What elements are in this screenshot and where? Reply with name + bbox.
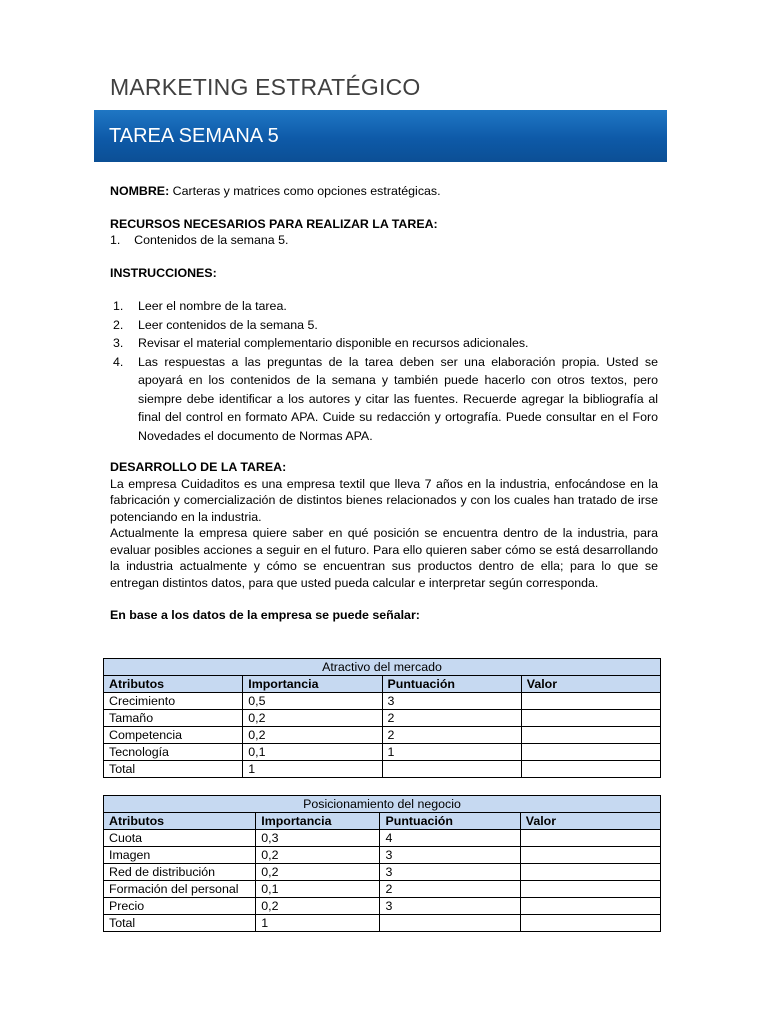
instrucciones-label: INSTRUCCIONES: [110, 265, 217, 280]
table-cell [521, 761, 660, 778]
table-cell: 4 [380, 830, 520, 847]
table-cell [382, 761, 521, 778]
desarrollo-label: DESARROLLO DE LA TAREA: [110, 460, 287, 474]
tables-intro-text: En base a los datos de la empresa se puede señalar: [110, 608, 420, 622]
table-cell [521, 693, 660, 710]
table-cell [520, 864, 660, 881]
table-cell: 3 [380, 847, 520, 864]
instruction-item [110, 316, 658, 335]
recursos-item [110, 232, 658, 249]
table-cell: Imagen [104, 847, 256, 864]
table-row [104, 830, 661, 847]
nombre-line [110, 183, 658, 200]
table-cell [520, 898, 660, 915]
column-header: Valor [520, 813, 660, 830]
table-cell: Crecimiento [104, 693, 243, 710]
recursos-item-number: 1. [110, 233, 121, 247]
table-row [104, 915, 661, 932]
table-cell [521, 710, 660, 727]
table-cell: 1 [382, 744, 521, 761]
recursos-label: RECURSOS NECESARIOS PARA REALIZAR LA TAREA: [110, 216, 438, 231]
table-cell: Red de distribución [104, 864, 256, 881]
table-cell: 0,2 [243, 727, 382, 744]
desarrollo-paragraph-1: La empresa Cuidaditos es una empresa textil que lleva 7 años en la industria, enfocándose en la fabricación y comercialización de distintos bienes relacionados y con los cuales han tratado de irse potenciando en la industria. [110, 476, 658, 524]
column-header: Atributos [104, 676, 243, 693]
recursos-heading [110, 216, 658, 233]
desarrollo-paragraph-2: Actualmente la empresa quiere saber en qué posición se encuentra dentro de la industria, para evaluar posibles acciones a seguir en el futuro. Para ello quieren saber cómo se está desarrollando la industria actualmente y cómo se encuentran sus productos dentro de ella; para lo que se entregan distintos datos, para que usted pueda calcular e interpretar según corresponda. [110, 526, 658, 590]
table-cell: 0,1 [256, 881, 380, 898]
table-cell: 0,5 [243, 693, 382, 710]
table-cell: Total [104, 761, 243, 778]
table-cell: 3 [380, 864, 520, 881]
instruction-item [110, 334, 658, 353]
table-cell: Tamaño [104, 710, 243, 727]
instruction-number: 3. [113, 336, 124, 350]
table-row [104, 881, 661, 898]
table-cell: 0,2 [256, 898, 380, 915]
table-cell: 3 [380, 898, 520, 915]
table-cell: Formación del personal [104, 881, 256, 898]
table-cell: 0,1 [243, 744, 382, 761]
instruction-number: 1. [113, 299, 124, 313]
column-header: Puntuación [382, 676, 521, 693]
nombre-label: NOMBRE: [110, 184, 170, 198]
column-header: Atributos [104, 813, 256, 830]
instruction-text: Leer el nombre de la tarea. [138, 299, 287, 313]
column-header: Valor [521, 676, 660, 693]
column-header: Importancia [256, 813, 380, 830]
table-cell: 0,3 [256, 830, 380, 847]
instruction-number: 4. [113, 354, 124, 369]
banner-title: TAREA SEMANA 5 [109, 125, 279, 147]
instruction-text: Leer contenidos de la semana 5. [138, 317, 318, 332]
table-cell [520, 847, 660, 864]
instruction-number: 2. [113, 317, 124, 332]
table-row [104, 864, 661, 881]
table-row [104, 727, 661, 744]
table-cell: 2 [380, 881, 520, 898]
table-cell: Tecnología [104, 744, 243, 761]
table-title: Atractivo del mercado [104, 659, 661, 676]
document-body [110, 183, 658, 624]
table-cell [380, 915, 520, 932]
table-cell [520, 915, 660, 932]
table-cell: 0,2 [256, 847, 380, 864]
table-cell [521, 727, 660, 744]
instruction-item [110, 297, 658, 316]
table-row [104, 898, 661, 915]
table-title: Posicionamiento del negocio [104, 796, 661, 813]
table-cell [520, 830, 660, 847]
table-cell: Cuota [104, 830, 256, 847]
recursos-item-text: Contenidos de la semana 5. [134, 233, 289, 247]
table-cell: 2 [382, 727, 521, 744]
atractivo-mercado-table [103, 658, 661, 778]
table-cell: 2 [382, 710, 521, 727]
posicionamiento-negocio-table [103, 795, 661, 932]
table-cell: Total [104, 915, 256, 932]
instrucciones-heading [110, 265, 658, 282]
tables-intro [110, 607, 658, 624]
desarrollo-heading [110, 459, 658, 476]
table-cell [520, 881, 660, 898]
instruction-item [110, 353, 658, 446]
table-row [104, 761, 661, 778]
instrucciones-list [110, 297, 658, 445]
nombre-value: Carteras y matrices como opciones estratégicas. [172, 184, 441, 198]
table-cell: Precio [104, 898, 256, 915]
column-header: Importancia [243, 676, 382, 693]
table-cell [521, 744, 660, 761]
table-row [104, 693, 661, 710]
instruction-text: Las respuestas a las preguntas de la tarea deben ser una elaboración propia. Usted se apoyará en los contenidos de la semana y también puede hacerlo con otros textos, pero siempre debe identificar a los autores y citar las fuentes. Recuerde agregar la bibliografía al final del control en formato APA. Cuide su redacción y ortografía. Puede consultar en el Foro Novedades el documento de Normas APA. [138, 354, 658, 443]
table-cell: 3 [382, 693, 521, 710]
table-cell: 1 [243, 761, 382, 778]
course-title: MARKETING ESTRATÉGICO [110, 74, 421, 100]
column-header: Puntuación [380, 813, 520, 830]
table-cell: Competencia [104, 727, 243, 744]
assignment-banner [94, 110, 667, 162]
instruction-text: Revisar el material complementario disponible en recursos adicionales. [138, 336, 529, 350]
table-cell: 0,2 [256, 864, 380, 881]
table-row [104, 744, 661, 761]
table-row [104, 710, 661, 727]
table-cell: 0,2 [243, 710, 382, 727]
table-cell: 1 [256, 915, 380, 932]
table-row [104, 847, 661, 864]
